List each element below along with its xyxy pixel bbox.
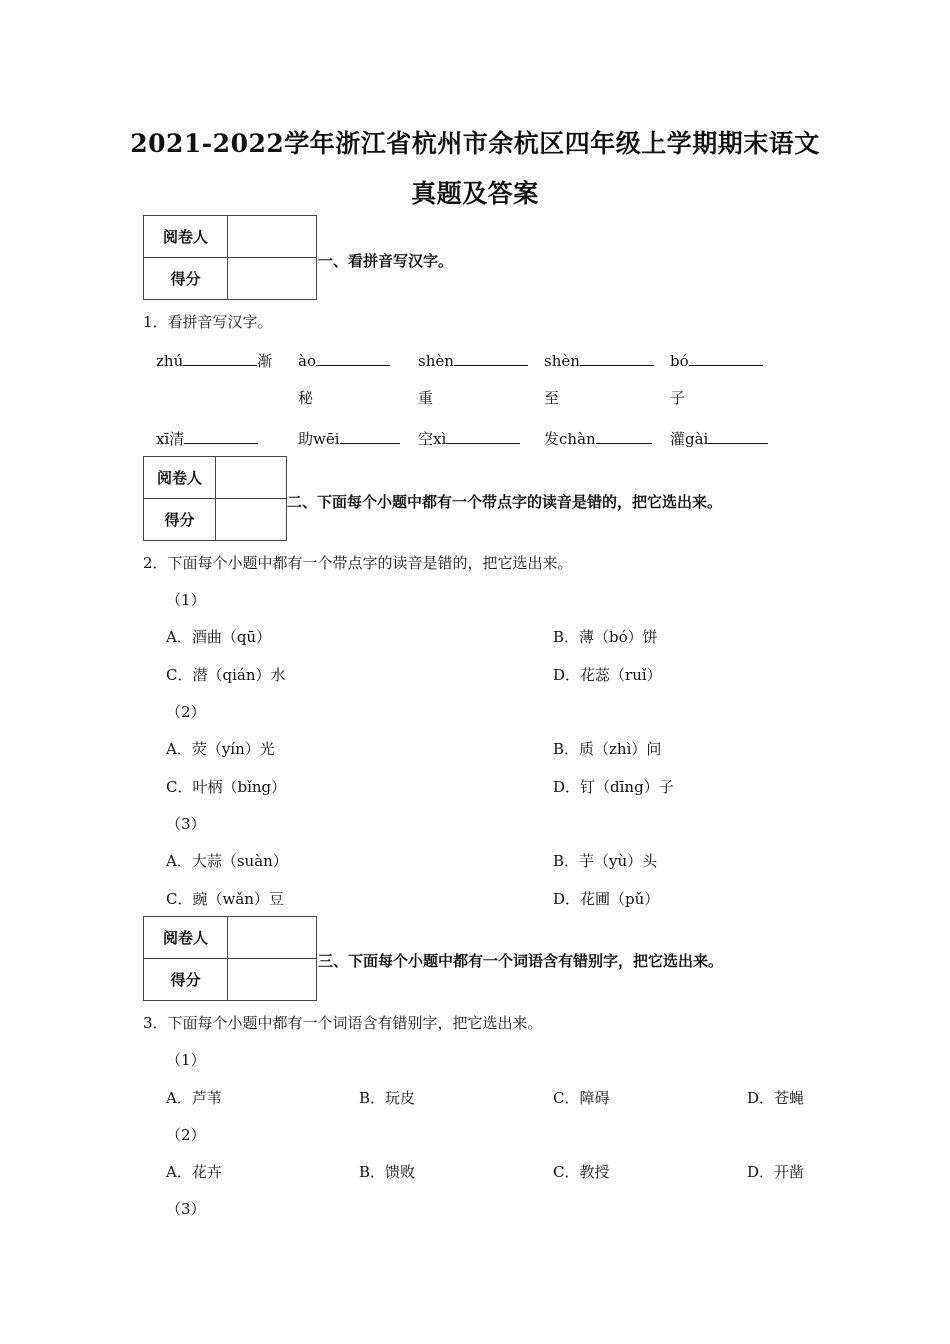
question2-text: 2．下面每个小题中都有一个带点字的读音是错的，把它选出来。 <box>143 554 573 572</box>
reviewer-label: 阅卷人 <box>144 216 228 258</box>
answer-blank[interactable] <box>580 349 654 366</box>
option-d[interactable]: D．花蕊（ruǐ） <box>553 666 662 684</box>
word-char: 至 <box>544 389 560 407</box>
answer-blank[interactable] <box>708 427 768 444</box>
pinyin-item: ào <box>298 349 390 370</box>
option-c[interactable]: C．潜（qián）水 <box>166 666 286 684</box>
word-char: 重 <box>418 389 434 407</box>
option-c[interactable]: C．叶柄（bǐng） <box>166 778 287 796</box>
option-c[interactable]: C．豌（wǎn）豆 <box>166 890 284 908</box>
subquestion-number: （3） <box>166 1200 206 1218</box>
subquestion-number: （2） <box>166 703 206 721</box>
section3-heading: 三、下面每个小题中都有一个词语含有错别字，把它选出来。 <box>318 952 724 970</box>
answer-blank[interactable] <box>340 427 400 444</box>
pinyin-item: 助wēi <box>298 427 400 449</box>
option-b[interactable]: B．质（zhì）问 <box>553 740 662 758</box>
option-a[interactable]: A．大蒜（suàn） <box>166 852 288 870</box>
reviewer-cell[interactable] <box>216 457 287 499</box>
option-c[interactable]: C．障碍 <box>553 1089 610 1107</box>
section1-heading: 一、看拼音写汉字。 <box>318 252 454 270</box>
answer-blank[interactable] <box>184 427 258 444</box>
document-title-line1: 2021-2022学年浙江省杭州市余杭区四年级上学期期末语文 <box>130 129 820 158</box>
option-a[interactable]: A．芦苇 <box>166 1089 222 1107</box>
option-b[interactable]: B．玩皮 <box>359 1089 416 1107</box>
reviewer-label: 阅卷人 <box>144 457 216 499</box>
score-label: 得分 <box>144 499 216 541</box>
pinyin-item: 空xì <box>418 427 520 449</box>
pinyin-item: zhú 渐 <box>156 349 272 371</box>
score-cell[interactable] <box>216 499 287 541</box>
answer-blank[interactable] <box>183 349 257 366</box>
subquestion-number: （1） <box>166 591 206 609</box>
reviewer-cell[interactable] <box>228 216 317 258</box>
subquestion-number: （1） <box>166 1051 206 1069</box>
option-d[interactable]: D．钉（dīng）子 <box>553 778 674 796</box>
option-d[interactable]: D．苍蝇 <box>747 1089 805 1107</box>
option-b[interactable]: B．芋（yù）头 <box>553 852 658 870</box>
score-table <box>143 456 287 541</box>
option-b[interactable]: B．薄（bó）饼 <box>553 628 658 646</box>
score-table <box>143 215 317 300</box>
answer-blank[interactable] <box>316 349 390 366</box>
option-c[interactable]: C．教授 <box>553 1163 610 1181</box>
subquestion-number: （2） <box>166 1126 206 1144</box>
option-a[interactable]: A．荧（yín）光 <box>166 740 275 758</box>
subquestion-number: （3） <box>166 815 206 833</box>
word-char: 秘 <box>298 389 314 407</box>
reviewer-label: 阅卷人 <box>144 917 228 959</box>
option-a[interactable]: A．花卉 <box>166 1163 222 1181</box>
option-a[interactable]: A．酒曲（qū） <box>166 628 272 646</box>
score-cell[interactable] <box>228 959 317 1001</box>
reviewer-cell[interactable] <box>228 917 317 959</box>
document-title-line2: 真题及答案 <box>411 179 539 208</box>
answer-blank[interactable] <box>454 349 528 366</box>
question3-text: 3．下面每个小题中都有一个词语含有错别字，把它选出来。 <box>143 1014 543 1032</box>
question1-text: 1．看拼音写汉字。 <box>143 313 273 331</box>
word-char: 子 <box>670 389 686 407</box>
score-cell[interactable] <box>228 258 317 300</box>
pinyin-item: bó <box>670 349 763 370</box>
pinyin-item: 灌gài <box>670 427 768 449</box>
pinyin-item: 发chàn <box>544 427 652 449</box>
score-label: 得分 <box>144 258 228 300</box>
answer-blank[interactable] <box>446 427 520 444</box>
pinyin-item: shèn <box>418 349 528 370</box>
score-label: 得分 <box>144 959 228 1001</box>
pinyin-item: shèn <box>544 349 654 370</box>
pinyin-item: xī清 <box>156 427 258 449</box>
answer-blank[interactable] <box>689 349 763 366</box>
option-b[interactable]: B．馈败 <box>359 1163 416 1181</box>
option-d[interactable]: D．开凿 <box>747 1163 805 1181</box>
score-table <box>143 916 317 1001</box>
section2-heading: 二、下面每个小题中都有一个带点字的读音是错的，把它选出来。 <box>287 493 723 511</box>
answer-blank[interactable] <box>596 427 652 444</box>
option-d[interactable]: D．花圃（pǔ） <box>553 890 660 908</box>
